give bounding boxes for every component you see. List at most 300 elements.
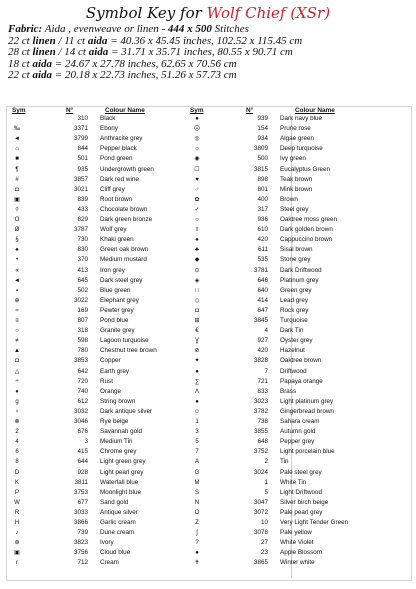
- colour-name: Dark antique silver: [100, 407, 153, 415]
- dmc-number: 500: [257, 155, 268, 163]
- symbol-icon: ◆: [194, 257, 200, 264]
- dmc-number: 645: [77, 276, 88, 284]
- dmc-number: 420: [257, 236, 268, 244]
- symbol-icon: ♂: [194, 186, 200, 193]
- size-dims: = 24.67 x 27.78 inches, 62.65 x 70.56 cm: [52, 57, 237, 70]
- symbol-icon: ♠: [15, 247, 19, 254]
- symbol-icon: ⊘: [194, 348, 200, 355]
- symbol-icon: ¶: [15, 166, 19, 173]
- colour-name: Medium Tin: [100, 438, 133, 446]
- symbol-icon: ÷: [15, 378, 19, 385]
- fabric-info: [8, 24, 302, 82]
- fabric-text: Aida , evenweave or linen -: [42, 23, 168, 35]
- dmc-number: 414: [257, 296, 268, 304]
- symbol-icon: #: [15, 176, 19, 183]
- colour-name: Eucalyptus Green: [280, 165, 331, 173]
- dmc-number: 3811: [74, 478, 88, 486]
- symbol-icon: ◄: [14, 136, 20, 143]
- dmc-number: 433: [77, 205, 88, 213]
- symbol-icon: ?: [195, 540, 199, 547]
- symbol-icon: ∑: [194, 378, 200, 385]
- dmc-number: 3815: [253, 165, 268, 173]
- dmc-number: 807: [77, 317, 88, 324]
- symbol-icon: ◎: [194, 136, 200, 143]
- dmc-number: 642: [77, 367, 88, 375]
- symbol-icon: r: [16, 560, 18, 567]
- dmc-number: 3024: [253, 468, 268, 476]
- size-fabric2: aida: [87, 34, 108, 47]
- colour-name: Driftwood: [280, 367, 307, 375]
- colour-name: White Tin: [280, 478, 307, 486]
- dmc-number: 3866: [73, 519, 88, 526]
- colour-name: Ivory: [100, 539, 114, 547]
- dmc-number: 502: [77, 286, 88, 294]
- colour-name: Pepper black: [100, 145, 137, 153]
- dmc-number: 644: [77, 458, 88, 466]
- colour-name: Rust: [100, 377, 113, 385]
- dmc-number: 3782: [253, 407, 268, 415]
- colour-name: Dark steel grey: [100, 276, 143, 284]
- symbol-icon: W: [14, 499, 20, 506]
- dmc-number: 370: [77, 256, 88, 264]
- dmc-number: 3078: [253, 529, 268, 537]
- size-dims: = 20.18 x 22.73 inches, 51.26 x 57.73 cm: [52, 69, 237, 82]
- colour-name: Very Light Tender Green: [280, 519, 349, 526]
- colour-name: Granite grey: [100, 327, 135, 335]
- name-header-right: Colour Name: [295, 107, 335, 114]
- size-fabric: aida: [32, 57, 53, 70]
- dmc-number: 154: [257, 125, 268, 133]
- colour-name: Earth grey: [100, 367, 130, 375]
- colour-name: Khaki green: [100, 236, 134, 244]
- colour-name: Steel grey: [280, 205, 309, 213]
- dmc-number: 535: [257, 256, 268, 264]
- symbol-icon: P: [14, 489, 19, 496]
- colour-name: Moonlight blue: [100, 488, 141, 496]
- dmc-number: 780: [77, 347, 88, 355]
- colour-name: Autumn gold: [280, 428, 316, 436]
- symbol-icon: ▣: [14, 196, 20, 203]
- size-count: 22 ct: [8, 34, 33, 47]
- symbol-icon: 3: [195, 429, 199, 436]
- symbol-icon: ○: [15, 328, 19, 335]
- colour-name: Oaktree moss green: [280, 216, 338, 223]
- symbol-icon: ▲: [14, 348, 20, 355]
- colour-name: Brass: [280, 387, 297, 395]
- colour-name: Cloud blue: [100, 549, 131, 557]
- symbol-icon: ≠: [15, 338, 19, 345]
- dmc-number: 3021: [73, 185, 88, 193]
- dmc-number: 648: [257, 438, 268, 446]
- symbol-icon: •: [15, 257, 19, 264]
- symbol-icon: ◄: [14, 277, 20, 284]
- symbol-icon: 2: [15, 429, 19, 436]
- size-dims: = 40.36 x 45.45 inches, 102.52 x 115.45 cm: [107, 34, 303, 47]
- colour-name: Pond green: [100, 155, 133, 163]
- colour-name: Sahara cream: [280, 418, 320, 425]
- symbol-icon: 1: [195, 419, 199, 425]
- colour-name: Tin: [280, 458, 289, 466]
- colour-name: Black: [100, 115, 116, 122]
- symbol-icon: 8: [15, 459, 19, 466]
- colour-name: Pepper grey: [280, 438, 315, 446]
- symbol-icon: ◘: [195, 307, 199, 314]
- symbol-icon: ♀: [14, 408, 20, 415]
- colour-name: Pond blue: [100, 317, 129, 324]
- symbol-icon: O: [194, 509, 200, 516]
- symbol-icon: §: [15, 237, 19, 244]
- dmc-number: 7: [264, 367, 268, 375]
- symbol-icon: ☺: [193, 408, 201, 415]
- colour-name: Ebony: [100, 125, 118, 133]
- symbol-icon: Z: [195, 520, 199, 526]
- dmc-number: 829: [77, 216, 88, 223]
- symbol-icon: g: [15, 398, 19, 405]
- dmc-number: 501: [77, 155, 88, 163]
- dmc-number: 1: [264, 478, 268, 486]
- dmc-number: 833: [257, 387, 268, 395]
- dmc-number: 830: [77, 246, 88, 254]
- dmc-number: 720: [77, 377, 88, 385]
- dmc-number: 3032: [73, 407, 88, 415]
- dmc-number: 3046: [73, 418, 88, 425]
- colour-name: Teak brown: [280, 175, 313, 183]
- colour-name: Mink brown: [280, 185, 313, 193]
- dmc-number: 3855: [253, 428, 268, 436]
- dmc-number: 898: [257, 175, 268, 183]
- dmc-number: 738: [257, 418, 268, 425]
- sym-header-right: Sym: [190, 107, 204, 114]
- dmc-number: 420: [257, 347, 268, 355]
- colour-name: Dark red wine: [100, 175, 139, 183]
- colour-name: Sisal brown: [280, 246, 313, 254]
- dmc-number: 169: [77, 306, 88, 314]
- colour-name: Silver birch beige: [280, 498, 329, 506]
- colour-name: Rye beige: [100, 418, 129, 425]
- dmc-number: 3823: [73, 539, 88, 547]
- colour-name: Dark green bronze: [100, 216, 153, 223]
- dmc-number: 3023: [253, 397, 268, 405]
- symbol-icon: ∷: [195, 287, 199, 294]
- dmc-number: 721: [257, 377, 268, 385]
- colour-name: Orange: [100, 387, 122, 395]
- colour-name: Oaktree brown: [280, 357, 322, 365]
- title-prefix: Symbol Key for: [85, 4, 202, 22]
- sym-header-left: Sym: [12, 107, 26, 114]
- symbol-icon: S: [194, 489, 199, 496]
- dmc-number: 598: [77, 337, 88, 345]
- stitch-suffix: Stitches: [211, 23, 249, 35]
- symbol-icon: D: [14, 469, 20, 476]
- dmc-number: 935: [77, 165, 88, 173]
- dmc-number: 801: [257, 185, 268, 193]
- dmc-number: 3371: [73, 125, 88, 133]
- dmc-number: 3781: [253, 266, 268, 274]
- colour-name: Apple Blossom: [280, 549, 322, 557]
- dmc-number: 610: [257, 226, 268, 234]
- dmc-number: 415: [77, 448, 88, 456]
- dmc-number: 647: [257, 306, 268, 314]
- colour-name: Elephant grey: [100, 296, 139, 304]
- dmc-number: 3865: [253, 559, 268, 567]
- size-count: 28 ct: [8, 46, 33, 59]
- colour-name: Light pearl grey: [100, 468, 144, 476]
- colour-name: Prune rose: [280, 125, 311, 133]
- dmc-number: 10: [260, 519, 268, 526]
- size-count: 22 ct: [8, 69, 33, 82]
- colour-name: Blue green: [100, 286, 131, 294]
- symbol-icon: ·: [16, 116, 18, 122]
- colour-name: Medium mustard: [100, 256, 147, 264]
- page-title: [0, 4, 416, 22]
- symbol-icon: R: [14, 509, 20, 516]
- symbol-icon: ◈: [194, 277, 200, 284]
- symbol-icon: ⊕: [14, 297, 20, 304]
- colour-name: Deep turquoise: [280, 145, 323, 153]
- colour-name: String brown: [100, 397, 136, 405]
- symbol-icon: ☐: [194, 166, 200, 173]
- colour-name: Lagoon turquoise: [100, 337, 149, 345]
- colour-name: Copper: [100, 357, 121, 365]
- size-count: 18 ct: [8, 57, 33, 70]
- symbol-icon: M: [194, 479, 200, 486]
- symbol-icon: ✿: [194, 196, 200, 203]
- colour-name: Dark Driftwood: [280, 266, 322, 274]
- colour-name: Dark navy blue: [280, 115, 322, 122]
- dmc-number: 3047: [253, 498, 268, 506]
- colour-name: Garlic cream: [100, 519, 136, 526]
- colour-name: Cream: [100, 559, 119, 567]
- symbol-icon: ✓: [194, 206, 200, 213]
- colour-name: Green oak brown: [100, 246, 149, 254]
- symbol-icon: ◘: [15, 358, 19, 365]
- symbol-icon: ⊙: [194, 267, 200, 274]
- symbol-icon: ⌂: [15, 146, 19, 153]
- dmc-number: 936: [257, 216, 268, 223]
- dmc-number: 640: [257, 286, 268, 294]
- colour-name: Stone grey: [280, 256, 311, 264]
- dmc-number: 3857: [73, 175, 88, 183]
- dmc-number: 318: [77, 327, 88, 335]
- colour-name: Antique silver: [100, 508, 138, 516]
- symbol-icon: ⊛: [14, 540, 20, 547]
- dmc-number: 3853: [73, 357, 88, 365]
- colour-name: Green grey: [280, 286, 312, 294]
- symbol-icon: ●: [195, 116, 199, 122]
- colour-name: Turquoise: [280, 317, 308, 324]
- dmc-number: 677: [77, 498, 88, 506]
- symbol-icon: ♥: [195, 176, 199, 183]
- symbol-icon: ≡: [15, 318, 19, 324]
- dmc-number: 3753: [73, 488, 88, 496]
- colour-name: White Violet: [280, 539, 314, 547]
- symbol-icon: G: [194, 469, 200, 476]
- dmc-number: 730: [77, 236, 88, 244]
- symbol-icon: A: [194, 459, 199, 466]
- symbol-icon: 6: [15, 449, 19, 456]
- symbol-icon: «: [15, 267, 19, 274]
- symbol-icon: Ʌ: [194, 388, 199, 395]
- dmc-number: 310: [77, 115, 88, 122]
- symbol-icon: Ɣ: [195, 338, 199, 345]
- colour-name: Root brown: [100, 195, 133, 203]
- size-fabric: linen: [32, 34, 56, 47]
- symbol-icon: ✝: [194, 560, 200, 567]
- symbol-icon: ●: [195, 550, 199, 557]
- dmc-number: 712: [77, 559, 88, 567]
- colour-name: Pale yellow: [280, 529, 312, 537]
- colour-name: Chrome grey: [100, 448, 137, 456]
- dmc-number: 2: [264, 458, 268, 466]
- symbol-icon: ▣: [14, 550, 20, 557]
- symbol-icon: 7: [195, 449, 199, 456]
- dmc-number: 4: [264, 327, 268, 335]
- symbol-icon: ☹: [193, 126, 201, 133]
- symbol-icon: 4: [15, 439, 19, 446]
- symbol-icon: ♠: [195, 237, 199, 244]
- colour-name: Light platinum grey: [280, 397, 334, 405]
- dmc-number: 3022: [73, 296, 88, 304]
- symbol-icon: N: [194, 499, 200, 506]
- size-line: [8, 70, 302, 82]
- symbol-icon: ʃ: [196, 530, 198, 537]
- dmc-number: 676: [77, 428, 88, 436]
- symbol-icon: H: [14, 520, 20, 526]
- size-fabric2: aida: [88, 46, 109, 59]
- colour-name: Papaya orange: [280, 377, 323, 385]
- dmc-number: 646: [257, 276, 268, 284]
- colour-name: Light Driftwood: [280, 488, 322, 496]
- colour-name: Chestnut tree brown: [100, 347, 157, 355]
- num-header-left: N°: [66, 107, 74, 114]
- symbol-icon: ■: [15, 156, 19, 163]
- name-header-left: Colour Name: [105, 107, 145, 114]
- colour-name: Pale pearl grey: [280, 508, 323, 516]
- symbol-icon: K: [14, 479, 19, 486]
- colour-name: Light porcelain blue: [280, 448, 335, 456]
- colour-name: Pale steel grey: [280, 468, 322, 476]
- colour-name: Wolf grey: [100, 226, 127, 234]
- colour-name: Platinum grey: [280, 276, 319, 284]
- dmc-number: 740: [77, 387, 88, 395]
- symbol-icon: ◘: [15, 186, 19, 193]
- symbol-icon: ☼: [194, 146, 200, 153]
- dmc-number: 317: [257, 205, 268, 213]
- colour-name: Waterfall blue: [100, 478, 139, 486]
- size-rest: / 14 ct: [55, 46, 89, 59]
- colour-name: Dark Tin: [280, 327, 304, 335]
- stitch-size: 444 x 500: [167, 23, 212, 35]
- dmc-number: 928: [77, 468, 88, 476]
- size-fabric: aida: [32, 69, 53, 82]
- colour-name: Hazelnut: [280, 347, 305, 355]
- colour-name: Light green grey: [100, 458, 146, 466]
- dmc-number: 3845: [253, 317, 268, 324]
- dmc-number: 839: [77, 195, 88, 203]
- dmc-number: 939: [257, 115, 268, 122]
- symbol-icon: ≈: [15, 307, 19, 314]
- colour-name: Iron grey: [100, 266, 125, 274]
- colour-name: Sand gold: [100, 498, 129, 506]
- colour-name: Gingerbread brown: [280, 407, 334, 415]
- colour-name: Lead grey: [280, 296, 309, 304]
- colour-name: Cappuccino brown: [280, 236, 333, 244]
- colour-name: Undergrowth green: [100, 165, 154, 173]
- symbol-icon: ‰: [14, 126, 20, 133]
- title-pattern-name: Wolf Chief (XSr): [206, 4, 331, 22]
- num-header-right: N°: [246, 107, 254, 114]
- symbol-icon: ●: [195, 368, 199, 375]
- symbol-icon: €: [195, 328, 199, 335]
- colour-name: Chocolate brown: [100, 205, 148, 213]
- colour-name: Brown: [280, 195, 298, 203]
- colour-name: Pewter grey: [100, 306, 134, 314]
- colour-name: Dark golden brown: [280, 226, 333, 234]
- colour-name: Winter white: [280, 559, 315, 567]
- colour-name: Cliff grey: [100, 185, 125, 193]
- symbol-icon: ◇: [194, 297, 200, 304]
- dmc-number: 23: [260, 549, 268, 557]
- colour-name: Savannah gold: [100, 428, 143, 436]
- fabric-label: Fabric:: [8, 23, 43, 35]
- size-rest: / 11 ct: [55, 34, 88, 47]
- symbol-icon: ○: [195, 217, 199, 223]
- dmc-number: 3828: [253, 357, 268, 365]
- symbol-icon: △: [14, 368, 20, 375]
- symbol-icon: ◊: [15, 206, 19, 213]
- dmc-number: 400: [257, 195, 268, 203]
- colour-name: Algae green: [280, 135, 314, 143]
- size-dims: = 31.71 x 35.71 inches, 80.55 x 90.71 cm: [108, 46, 293, 59]
- symbol-icon: 5: [195, 439, 199, 446]
- symbol-icon: ●: [195, 398, 199, 405]
- symbol-icon: ♪: [15, 530, 19, 537]
- dmc-number: 739: [77, 529, 88, 537]
- dmc-number: 3799: [73, 135, 88, 143]
- dmc-number: 3809: [253, 145, 268, 153]
- size-list: [8, 36, 302, 82]
- symbol-icon: ⇧: [194, 227, 200, 234]
- colour-name: Oyster grey: [280, 337, 313, 345]
- symbol-icon: ✦: [194, 358, 200, 365]
- symbol-icon: Ø: [14, 227, 20, 234]
- symbol-icon: ♣: [195, 247, 199, 254]
- dmc-number: 611: [257, 246, 268, 254]
- dmc-number: 3033: [73, 508, 88, 516]
- dmc-number: 413: [77, 266, 88, 274]
- colour-name: Ivy green: [280, 155, 306, 163]
- colour-name: Anthracite grey: [100, 135, 143, 143]
- dmc-number: 934: [257, 135, 268, 143]
- dmc-number: 3752: [253, 448, 268, 456]
- symbol-icon: ▪: [15, 287, 19, 294]
- symbol-icon: ⊗: [14, 419, 20, 425]
- colour-name: Dune cream: [100, 529, 135, 537]
- dmc-number: 3: [84, 438, 88, 446]
- symbol-icon: ◉: [194, 156, 200, 163]
- dmc-number: 3756: [73, 549, 88, 557]
- dmc-number: 3072: [253, 508, 268, 516]
- size-fabric: linen: [32, 46, 56, 59]
- symbol-icon: ⊞: [194, 318, 200, 324]
- dmc-number: 5: [264, 488, 268, 496]
- dmc-number: 844: [77, 145, 88, 153]
- symbol-icon: ♦: [15, 388, 19, 395]
- dmc-number: 612: [77, 397, 88, 405]
- dmc-number: 3787: [73, 226, 88, 234]
- dmc-number: 27: [260, 539, 268, 547]
- dmc-number: 927: [257, 337, 268, 345]
